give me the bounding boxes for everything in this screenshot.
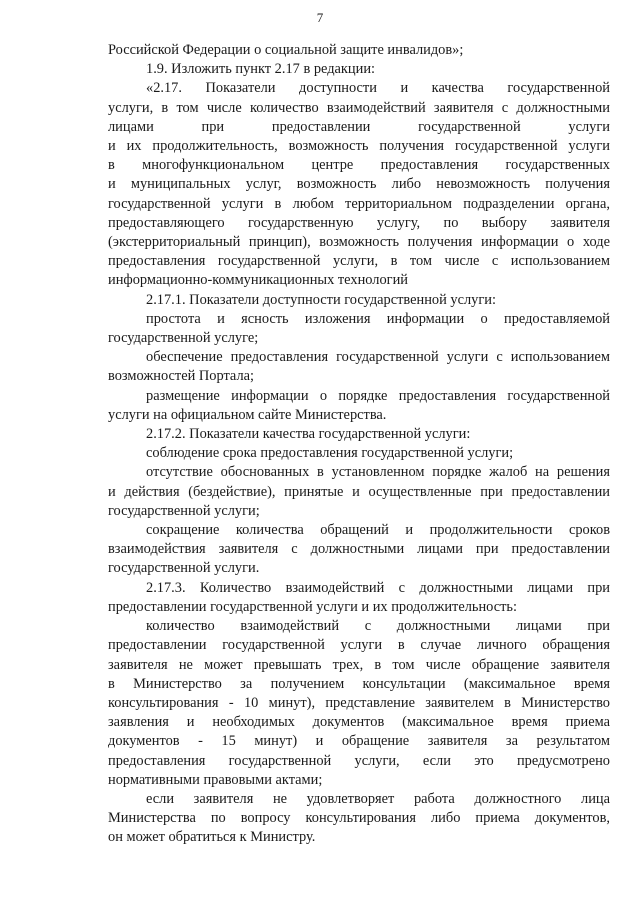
paragraph bbox=[108, 444, 610, 463]
text-line: 1.9. Изложить пункт 2.17 в редакции: bbox=[146, 61, 376, 78]
paragraph bbox=[108, 79, 610, 290]
text-line: государственной услуги в любом территориальном подразделении органа, bbox=[108, 195, 610, 212]
text-line: сокращение количества обращений и продолжительности сроков bbox=[146, 522, 610, 539]
text-line: заявления и необходимых документов (максимальное время приема bbox=[108, 714, 610, 731]
text-line: государственной услуги. bbox=[108, 560, 260, 577]
text-line: обеспечение предоставления государственной услуги с использованием bbox=[146, 349, 610, 366]
text-line: заявителя не может превышать трех, в том числе обращение заявителя bbox=[108, 656, 610, 673]
text-line: соблюдение срока предоставления государственной услуги; bbox=[146, 445, 514, 462]
text-line: размещение информации о порядке предоставления государственной bbox=[146, 387, 610, 404]
text-line: услуги на официальном сайте Министерства. bbox=[108, 406, 387, 423]
text-line: предоставляющего государственную услугу, по выбору заявителя bbox=[108, 214, 610, 231]
text-line: Министерства по вопросу консультирования либо приема документов, bbox=[108, 810, 610, 827]
text-line: количество взаимодействий с должностными лицами при bbox=[146, 618, 610, 635]
text-line: отсутствие обоснованных в установленном порядке жалоб на решения bbox=[146, 464, 610, 481]
paragraph bbox=[108, 291, 610, 310]
text-line: государственной услуге; bbox=[108, 330, 259, 347]
text-line: 2.17.1. Показатели доступности государственной услуги: bbox=[146, 291, 496, 308]
paragraph bbox=[108, 60, 610, 79]
text-line: предоставления государственной услуги, в том числе с использованием bbox=[108, 253, 610, 270]
paragraph bbox=[108, 579, 610, 617]
text-line: возможностей Портала; bbox=[108, 368, 255, 385]
paragraph bbox=[108, 348, 610, 386]
text-line: 2.17.3. Количество взаимодействий с должностными лицами при bbox=[146, 579, 610, 596]
text-line: если заявителя не удовлетворяет работа должностного лица bbox=[146, 790, 610, 807]
paragraph bbox=[108, 790, 610, 848]
text-line: Российской Федерации о социальной защите инвалидов»; bbox=[108, 42, 464, 58]
text-line: предоставления государственной услуги, если это предусмотрено bbox=[108, 752, 610, 769]
text-line: он может обратиться к Министру. bbox=[108, 829, 316, 846]
text-line: в Министерство за получением консультации (максимальное время bbox=[108, 675, 610, 692]
text-line: документов - 15 минут) и обращение заявителя за результатом bbox=[108, 733, 610, 750]
text-line: и их продолжительность, возможность получения государственной услуги bbox=[108, 138, 610, 155]
text-line: информационно-коммуникационных технологий bbox=[108, 272, 408, 289]
text-line: и действия (бездействие), принятые и осуществленные при предоставлении bbox=[108, 483, 610, 500]
text-line: предоставлении государственной услуги в случае личного обращения bbox=[108, 637, 610, 654]
paragraph bbox=[108, 521, 610, 579]
text-line: консультирования - 10 минут), представление заявителем в Министерство bbox=[108, 694, 610, 711]
text-line: и муниципальных услуг, возможность либо невозможность получения bbox=[108, 176, 610, 193]
paragraph bbox=[108, 425, 610, 444]
paragraph bbox=[108, 617, 610, 790]
text-line: нормативными правовыми актами; bbox=[108, 771, 323, 788]
text-line: лицами при предоставлении государственной услуги bbox=[108, 118, 610, 135]
paragraph bbox=[108, 41, 610, 60]
paragraph bbox=[108, 463, 610, 521]
text-line: простота и ясность изложения информации о предоставляемой bbox=[146, 310, 610, 327]
document-body bbox=[108, 41, 610, 848]
text-line: «2.17. Показатели доступности и качества государственной bbox=[146, 80, 610, 97]
text-line: в многофункциональном центре предоставления государственных bbox=[108, 157, 610, 174]
text-line: 2.17.2. Показатели качества государственной услуги: bbox=[146, 426, 471, 443]
text-line: взаимодействия заявителя с должностными лицами при предоставлении bbox=[108, 541, 610, 558]
text-line: услуги, в том числе количество взаимодействий заявителя с должностными bbox=[108, 99, 610, 116]
paragraph bbox=[108, 387, 610, 425]
text-line: предоставлении государственной услуги и их продолжительность: bbox=[108, 598, 517, 615]
text-line: государственной услуги; bbox=[108, 502, 260, 519]
text-line: (экстерриториальный принцип), возможность получения информации о ходе bbox=[108, 234, 610, 251]
page-number: 7 bbox=[316, 10, 324, 25]
paragraph bbox=[108, 310, 610, 348]
